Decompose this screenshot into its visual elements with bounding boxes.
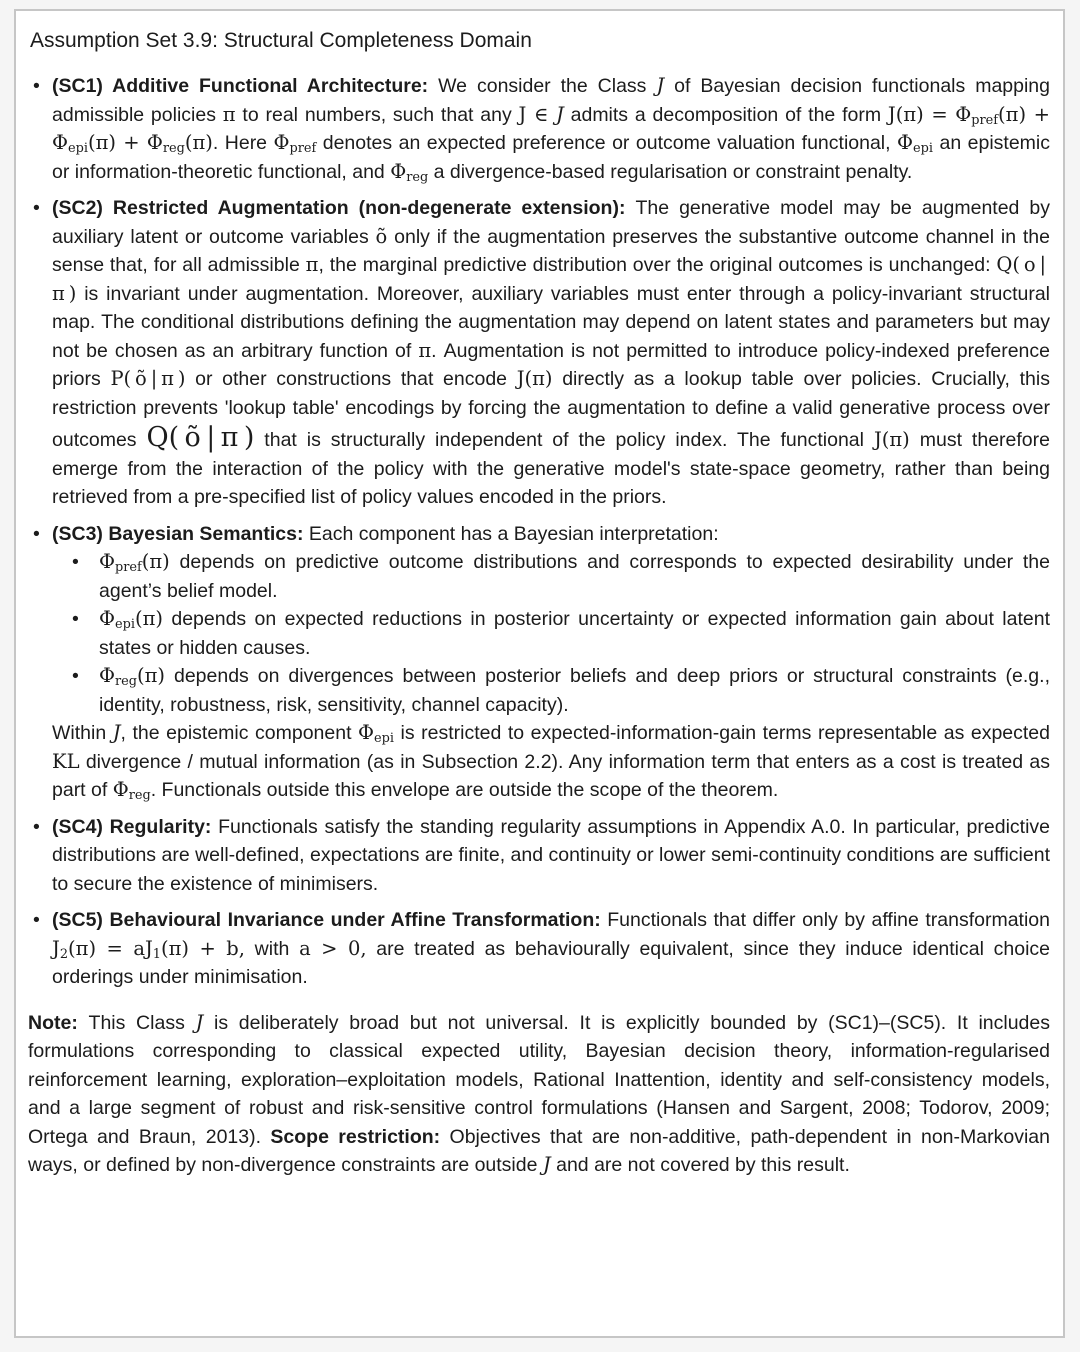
text-run: Each component has a Bayesian interpretation:: [308, 522, 719, 545]
text-run: Q( o | π ): [52, 253, 1050, 305]
text-run: Φ: [358, 721, 375, 744]
bullet-paragraph: [52, 520, 1050, 549]
text-run: must therefore emerge from the interaction of the policy with the generative model's state-space geometry, rather than being retrieved from a pre-specified list of policy values encoded in the priors.: [52, 429, 1050, 508]
text-run: . Augmentation is not permitted to introduce policy-indexed preference priors: [52, 339, 1050, 390]
text-run: depends on expected reductions in posterior uncertainty or expected information gain about latent states or hidden causes.: [99, 608, 1050, 659]
text-run: depends on divergences between posterior beliefs and deep priors or structural constraints (e.g., identity, robustness, risk, sensitivity, channel capacity).: [99, 665, 1050, 716]
text-run: Φ: [99, 550, 115, 573]
bullet-item-sc4: [28, 813, 1050, 899]
text-run: of Bayesian decision functionals mapping admissible policies: [52, 75, 1050, 126]
text-run: This Class: [88, 1011, 196, 1034]
bullet-item-sc1: [28, 72, 1050, 186]
text-run: J: [542, 1153, 551, 1176]
text-run: J(π) = Φ: [887, 102, 972, 126]
sub-bullet-paragraph: [99, 548, 1050, 605]
bullet-item-sc2: [28, 194, 1050, 512]
continuation-paragraph: [52, 719, 1050, 805]
text-run: 2: [59, 946, 69, 962]
text-run: π: [305, 253, 319, 276]
sub-bullet-item: [52, 662, 1050, 719]
box-title: Assumption Set 3.9: Structural Completeness Domain: [30, 29, 532, 52]
text-run: J(π): [873, 428, 910, 451]
text-run: to real numbers, such that any: [235, 103, 519, 126]
text-run: (π): [141, 550, 170, 573]
sub-bullet-item: [52, 605, 1050, 662]
text-run: only if the augmentation preserves the substantive outcome channel in the sense that, for all admissible: [52, 225, 1050, 276]
text-run: (SC2) Restricted Augmentation (non-degenerate extension):: [52, 197, 636, 219]
text-run: Functionals that differ only by affine transformation: [607, 909, 1050, 931]
text-run: depends on predictive outcome distributions and corresponds to expected desirability under the agent’s belief model.: [99, 551, 1050, 602]
text-run: Scope restriction:: [270, 1125, 450, 1148]
bullet-body: [52, 906, 1050, 992]
text-run: , the epistemic component: [120, 722, 359, 744]
text-run: Φ: [99, 664, 115, 687]
text-run: (π) + b,: [160, 936, 245, 960]
text-run: a divergence-based regularisation or constraint penalty.: [428, 160, 913, 183]
text-run: pref: [971, 112, 999, 128]
text-run: Φ: [390, 159, 407, 183]
text-run: J: [555, 102, 564, 126]
assumption-box: [14, 9, 1065, 1338]
text-run: and are not covered by this result.: [550, 1154, 850, 1176]
text-run: J: [112, 721, 121, 744]
text-run: epi: [68, 141, 88, 157]
text-run: Φ: [112, 778, 129, 801]
text-run: directly as a lookup table over policies. Crucially, this restriction prevents 'lookup table' encodings by forcing the augmentation to define a valid generative process over outcomes: [52, 368, 1050, 451]
text-run: J(π): [516, 367, 553, 390]
bullet-paragraph: [52, 194, 1050, 512]
text-run: are treated as behaviourally equivalent, since they induce identical choice orderings under minimisation.: [52, 937, 1051, 988]
text-run: 1: [152, 946, 161, 962]
sub-bullet-marker: •: [72, 665, 79, 687]
text-run: with: [244, 937, 300, 960]
text-run: epi: [115, 617, 135, 633]
text-run: . Here: [212, 132, 274, 154]
text-run: , the marginal predictive distribution over the original outcomes is unchanged:: [318, 254, 997, 276]
text-run: or other constructions that encode: [185, 368, 517, 390]
text-run: a > 0,: [299, 936, 367, 960]
text-run: Within: [52, 722, 113, 744]
text-run: (π) + Φ: [52, 102, 1050, 154]
bullet-paragraph: [52, 906, 1050, 992]
text-run: is deliberately broad but not universal. It is explicitly bounded by (SC1)–(SC5). It includes formulations corresponding to classical expected utility, Bayesian decision theory, information-regularised reinforcement learning, exploration–exploitation models, Rational Inattention, identity and self-consistency models, and a large segment of robust and risk-sensitive control formulations (Hansen and Sargent, 2008; Todorov, 2009; Ortega and Braun, 2013).: [28, 1011, 1050, 1148]
text-run: reg: [128, 788, 151, 804]
text-run: that is structurally independent of the policy index. The functional: [254, 429, 874, 451]
text-run: admits a decomposition of the form: [563, 103, 888, 126]
text-run: (π): [134, 607, 163, 630]
sub-bullet-paragraph: [99, 605, 1050, 662]
text-run: pref: [115, 560, 142, 576]
text-run: (SC4) Regularity:: [52, 815, 219, 838]
text-run: J ∈: [518, 102, 556, 126]
bullet-body: [52, 520, 1050, 805]
bullet-body: [52, 813, 1050, 899]
bullet-marker: •: [33, 909, 40, 931]
text-run: denotes an expected preference or outcome valuation functional,: [316, 132, 898, 154]
text-run: The generative model may be augmented by auxiliary latent or outcome variables: [52, 197, 1050, 248]
text-run: J: [52, 936, 60, 960]
text-run: epi: [913, 141, 934, 157]
text-run: J: [195, 1010, 204, 1034]
text-run: (π) + Φ: [87, 131, 163, 154]
text-run: We consider the Class: [438, 75, 657, 97]
text-run: π: [222, 102, 236, 126]
bullet-paragraph: [52, 813, 1050, 899]
bullet-marker: •: [33, 75, 40, 97]
bullet-marker: •: [33, 197, 40, 219]
assumption-list: [28, 72, 1050, 992]
text-run: (SC3) Bayesian Semantics:: [52, 522, 309, 545]
text-run: J: [656, 74, 665, 97]
text-run: Φ: [897, 131, 914, 154]
text-run: pref: [289, 141, 317, 157]
text-run: reg: [406, 169, 429, 185]
text-run: epi: [374, 731, 395, 747]
text-run: an epistemic or information-theoretic functional, and: [52, 132, 1051, 183]
text-run: (π) = aJ: [68, 936, 153, 960]
sub-bullet-marker: •: [72, 608, 79, 630]
note-paragraph: [28, 1009, 1050, 1180]
text-run: (π): [137, 664, 166, 687]
text-run: P( õ | π ): [110, 367, 186, 390]
text-run: Note:: [28, 1011, 89, 1034]
text-run: Φ: [99, 607, 115, 630]
sub-bullet-paragraph: [99, 662, 1050, 719]
text-run: (π): [184, 131, 213, 154]
text-run: π: [418, 338, 432, 362]
text-run: Objectives that are non-additive, path-dependent in non-Markovian ways, or defined by non-divergence constraints are outside: [28, 1125, 1050, 1176]
bullet-item-sc5: [28, 906, 1050, 992]
text-run: . Functionals outside this envelope are outside the scope of the theorem.: [150, 779, 779, 801]
text-run: Q( õ | π ): [146, 422, 255, 453]
text-run: divergence / mutual information (as in Subsection 2.2). Any information term that enters as a cost is treated as part of: [52, 750, 1050, 801]
text-run: reg: [115, 674, 137, 690]
sub-bullet-marker: •: [72, 551, 79, 573]
bullet-item-sc3: [28, 520, 1050, 805]
text-run: õ: [375, 224, 388, 248]
text-run: Functionals satisfy the standing regularity assumptions in Appendix A.0. In particular, predictive distributions are well-defined, expectations are finite, and continuity or lower semi-continuity conditions are sufficient to secure the existence of minimisers.: [52, 815, 1050, 895]
text-run: is restricted to expected-information-gain terms representable as expected: [394, 722, 1050, 744]
text-run: (SC5) Behavioural Invariance under Affine Transformation:: [52, 909, 608, 931]
text-run: (SC1) Additive Functional Architecture:: [52, 75, 439, 97]
bullet-body: [52, 72, 1050, 186]
text-run: is invariant under augmentation. Moreover, auxiliary variables must enter through a policy-invariant structural map. The conditional distributions defining the augmentation may depend on latent states and parameters but may not be chosen as an arbitrary function of: [52, 282, 1050, 362]
sub-bullet-item: [52, 548, 1050, 605]
bullet-body: [52, 194, 1050, 512]
text-run: KL: [52, 749, 80, 773]
bullet-paragraph: [52, 72, 1050, 186]
bullet-marker: •: [33, 815, 40, 838]
text-run: reg: [162, 141, 185, 157]
text-run: Φ: [273, 131, 290, 154]
bullet-marker: •: [33, 522, 40, 545]
